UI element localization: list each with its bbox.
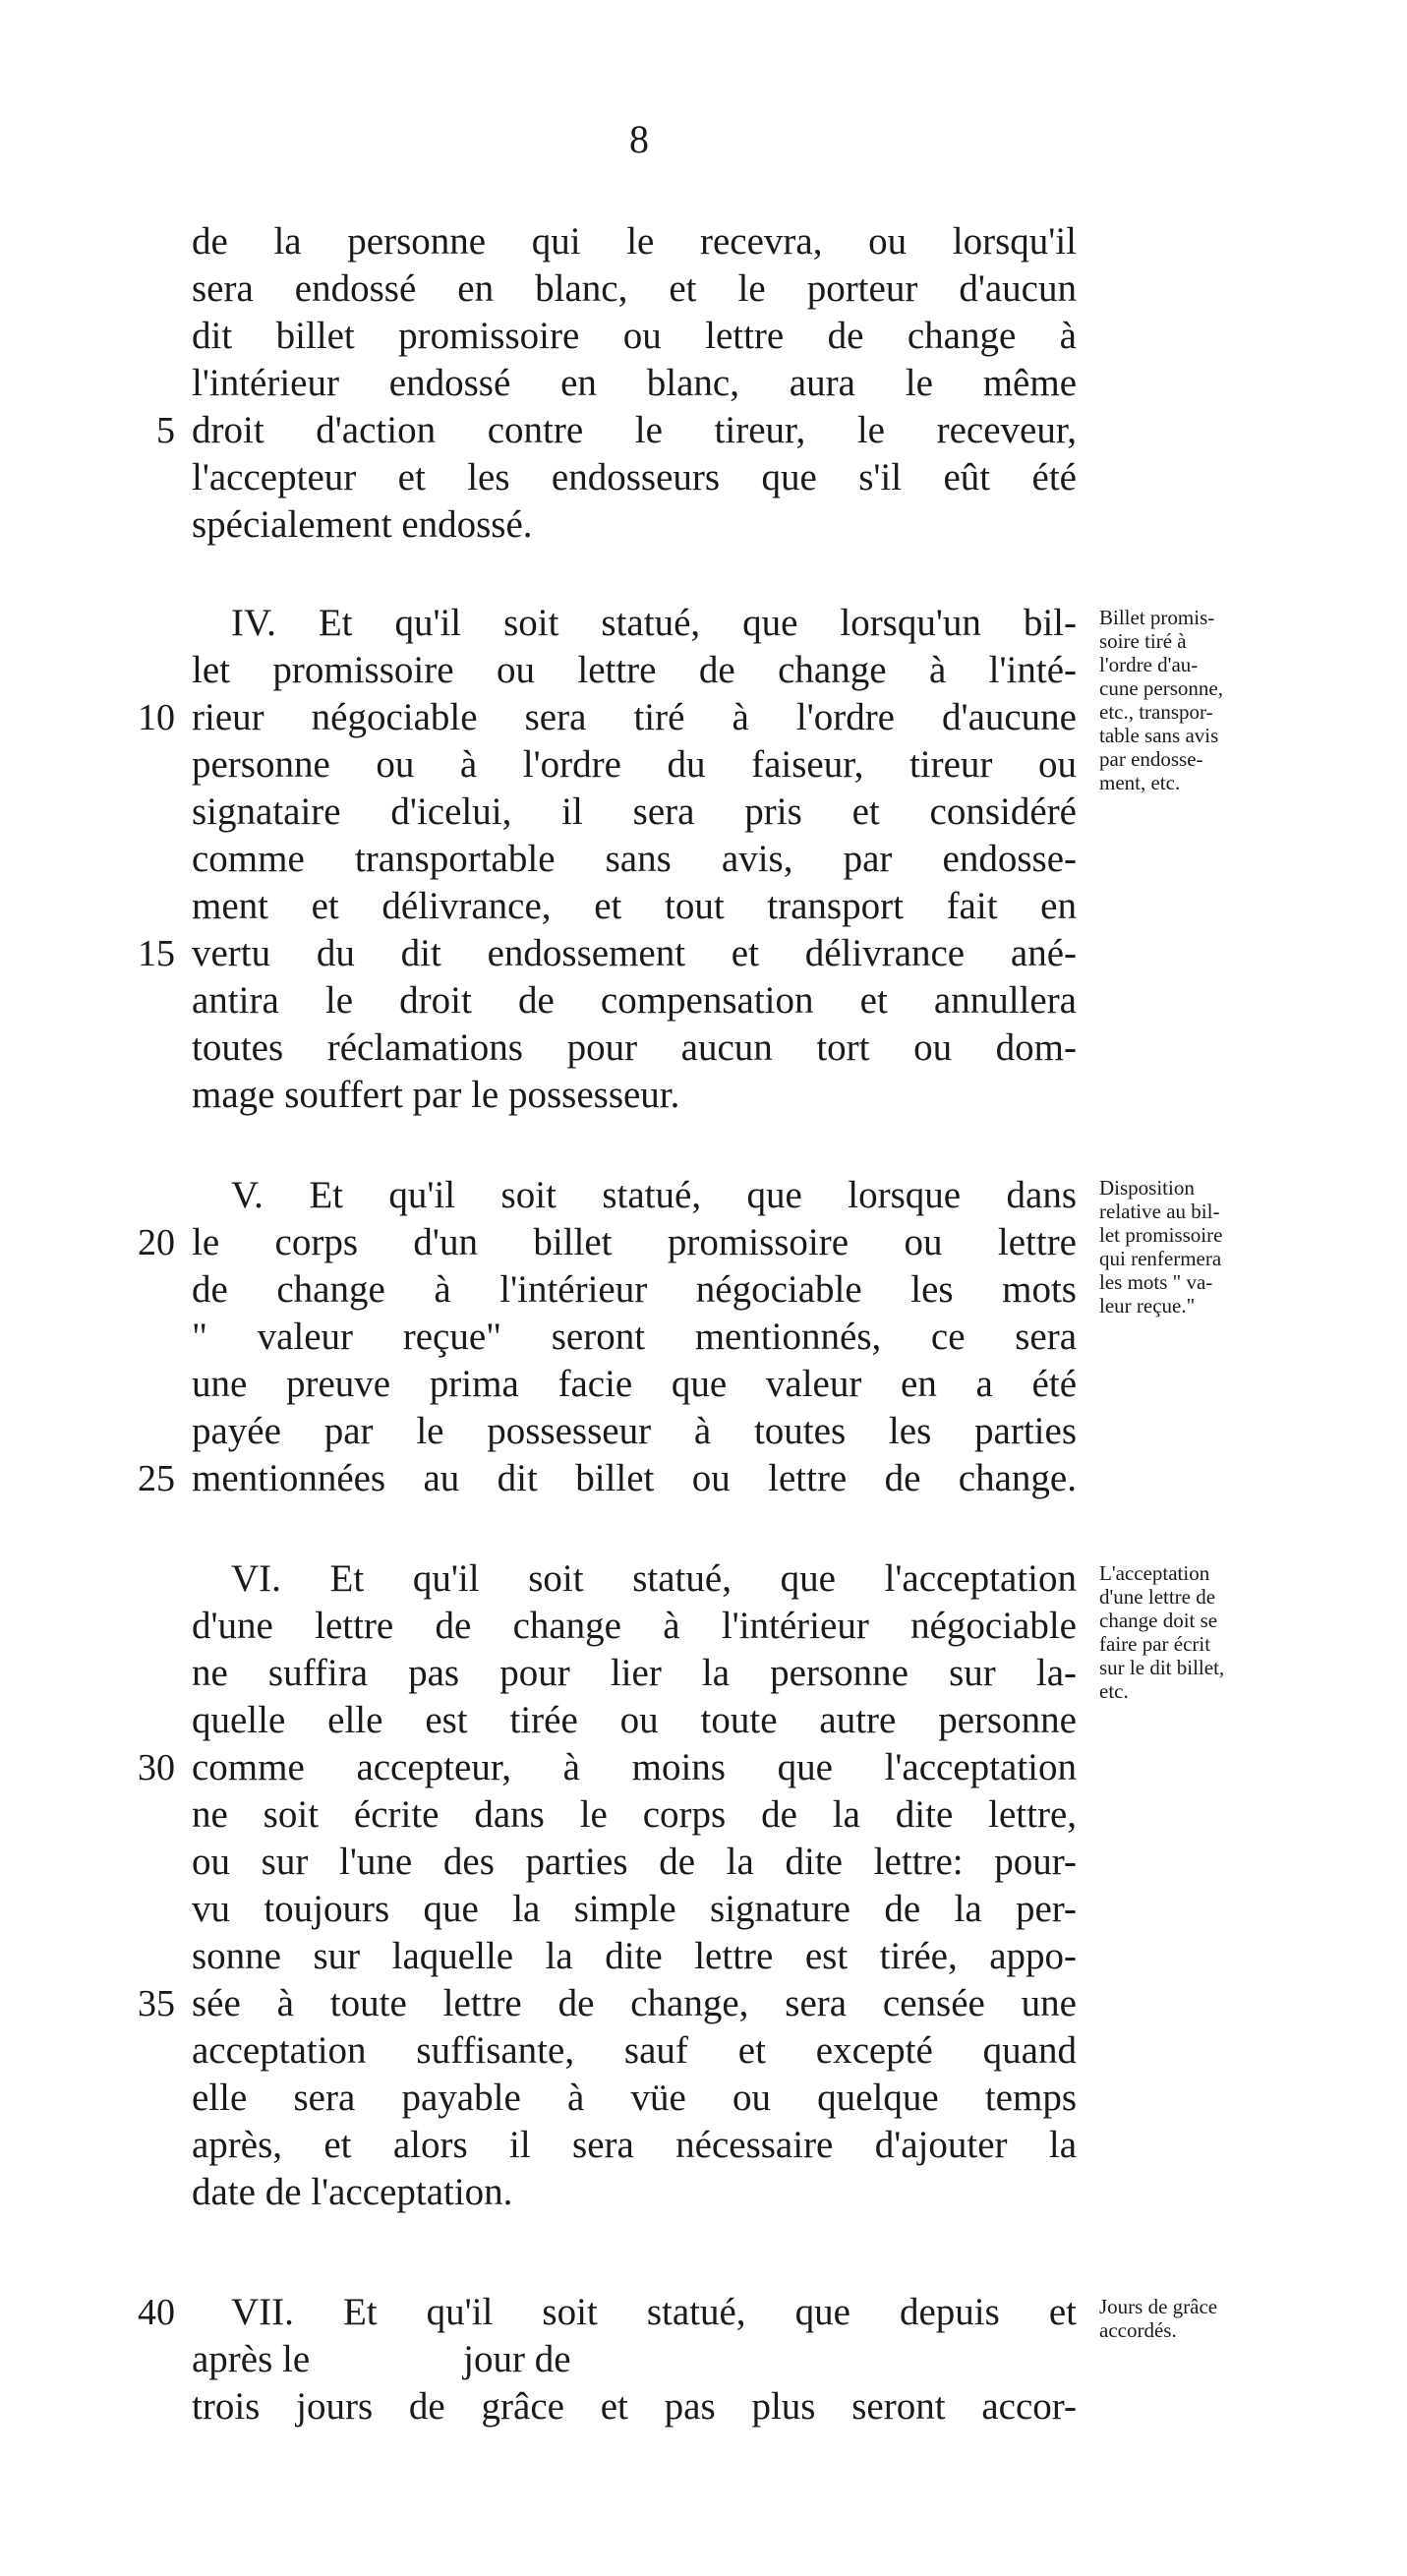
text-line: le corps d'un billet promissoire ou lettre (192, 1221, 1077, 1263)
text-line: droit d'action contre le tireur, le receveur, (192, 409, 1077, 451)
line-number: 15 (138, 933, 175, 974)
line-number: 35 (138, 1983, 175, 2024)
margin-note: Jours de grâce accordés. (1099, 2295, 1218, 2342)
text-line: trois jours de grâce et pas plus seront accor- (192, 2385, 1077, 2428)
line-number: 30 (138, 1747, 175, 1788)
text-line: acceptation suffisante, sauf et excepté quand (192, 2029, 1077, 2072)
text-line: toutes réclamations pour aucun tort ou dom- (192, 1026, 1077, 1069)
text-line: après le jour de (192, 2338, 571, 2380)
text-line: dit billet promissoire ou lettre de change à (192, 315, 1077, 357)
text-line: sonne sur laquelle la dite lettre est tirée, appo- (192, 1935, 1077, 1977)
margin-note: Disposition relative au bil- let promissoire qui renfermera les mots " va- leur reçue." (1099, 1176, 1223, 1317)
line-number: 40 (138, 2292, 175, 2333)
text-line: ne suffira pas pour lier la personne sur la- (192, 1652, 1077, 1694)
line-number: 5 (156, 410, 175, 451)
text-line: let promissoire ou lettre de change à l'inté- (192, 649, 1077, 691)
text-line: comme transportable sans avis, par endosse- (192, 838, 1077, 880)
line-number: 20 (138, 1222, 175, 1263)
text-line: sera endossé en blanc, et le porteur d'aucun (192, 267, 1077, 310)
text-line: comme accepteur, à moins que l'acceptation (192, 1746, 1077, 1788)
text-line: VI. Et qu'il soit statué, que l'acceptation (231, 1557, 1077, 1600)
line-number: 25 (138, 1458, 175, 1499)
text-line: après, et alors il sera nécessaire d'ajouter la (192, 2124, 1077, 2166)
text-line: quelle elle est tirée ou toute autre personne (192, 1699, 1077, 1741)
text-line: l'accepteur et les endosseurs que s'il eût été (192, 456, 1077, 498)
text-line: l'intérieur endossé en blanc, aura le même (192, 362, 1077, 404)
text-line: mage souffert par le possesseur. (192, 1074, 680, 1116)
text-line: ne soit écrite dans le corps de la dite lettre, (192, 1793, 1077, 1836)
text-line: vu toujours que la simple signature de la per- (192, 1888, 1077, 1930)
margin-note: Billet promis- soire tiré à l'ordre d'au- cune personne, etc., transpor- table sans avis par endosse- ment, etc. (1099, 606, 1223, 794)
text-line: " valeur reçue" seront mentionnés, ce sera (192, 1316, 1077, 1358)
text-line: IV. Et qu'il soit statué, que lorsqu'un bil- (231, 602, 1077, 644)
text-line: d'une lettre de change à l'intérieur négociable (192, 1605, 1077, 1647)
text-line: VII. Et qu'il soit statué, que depuis et (231, 2291, 1077, 2333)
text-line: ou sur l'une des parties de la dite lettre: pour- (192, 1841, 1077, 1883)
text-line: de la personne qui le recevra, ou lorsqu'il (192, 220, 1077, 263)
text-line: ment et délivrance, et tout transport fait en (192, 885, 1077, 927)
text-line: V. Et qu'il soit statué, que lorsque dans (231, 1174, 1077, 1216)
margin-note: L'acceptation d'une lettre de change doit se faire par écrit sur le dit billet, etc. (1099, 1561, 1225, 1703)
text-line: rieur négociable sera tiré à l'ordre d'aucune (192, 696, 1077, 738)
text-line: spécialement endossé. (192, 503, 533, 546)
text-line: de change à l'intérieur négociable les mots (192, 1268, 1077, 1311)
text-line: vertu du dit endossement et délivrance ané- (192, 932, 1077, 974)
text-line: date de l'acceptation. (192, 2171, 513, 2213)
page-number: 8 (629, 117, 649, 161)
line-number: 10 (138, 697, 175, 738)
text-line: antira le droit de compensation et annullera (192, 979, 1077, 1022)
text-line: payée par le possesseur à toutes les parties (192, 1410, 1077, 1452)
text-line: personne ou à l'ordre du faiseur, tireur ou (192, 743, 1077, 786)
text-line: signataire d'icelui, il sera pris et considéré (192, 790, 1077, 833)
text-line: mentionnées au dit billet ou lettre de change. (192, 1457, 1077, 1499)
text-line: sée à toute lettre de change, sera censée une (192, 1982, 1077, 2024)
text-line: une preuve prima facie que valeur en a été (192, 1363, 1077, 1405)
text-line: elle sera payable à vüe ou quelque temps (192, 2077, 1077, 2119)
